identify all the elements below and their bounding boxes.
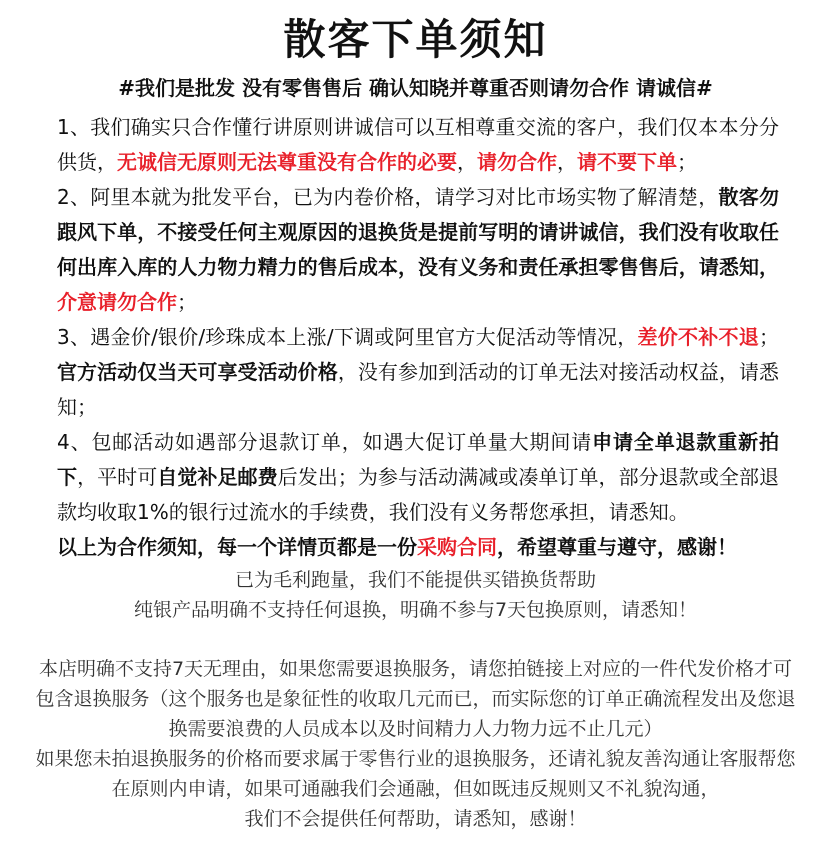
rule-4-bold-postage: 自觉补足邮费 bbox=[157, 465, 278, 489]
rules-section bbox=[57, 110, 779, 565]
rule-1-highlight-no-order: 请不要下单 bbox=[577, 150, 677, 174]
rule-3 bbox=[57, 320, 779, 425]
punct: ， bbox=[457, 150, 477, 174]
closing-line bbox=[57, 530, 779, 565]
policy-line-3: 我们不会提供任何帮助，请悉知，感谢！ bbox=[244, 808, 587, 830]
note-line-2: 纯银产品明确不支持任何退换，明确不参与7天包换原则，请悉知！ bbox=[133, 599, 698, 621]
rule-3-bold: 官方活动仅当天可享受活动价格 bbox=[57, 360, 338, 384]
note-line-1: 已为毛利跑量，我们不能提供买错换货帮助 bbox=[234, 569, 596, 591]
rule-3-text: 3、遇金价/银价/珍珠成本上涨/下调或阿里官方大促活动等情况， bbox=[57, 325, 638, 349]
rule-1-highlight-no-integrity: 无诚信无原则无法尊重没有合作的必要 bbox=[117, 150, 457, 174]
note-section bbox=[0, 565, 831, 625]
rule-1-text: 1、我们确实只合作懂行讲原则讲诚信可以互相尊重交流的客户，我们仅本本分分供货， bbox=[57, 115, 779, 174]
policy-section bbox=[30, 654, 801, 834]
rule-2-bold: 散客勿跟风下单，不接受任何主观原因的退换货是提前写明的请讲诚信，我们没有收取任何出库入库的人力物力精力的售后成本，没有义务和责任承担零售售后，请悉知， bbox=[57, 185, 779, 279]
rule-3-highlight: 差价不补不退 bbox=[637, 325, 759, 349]
rule-4-bold-refund: 申请全单退款重新拍下 bbox=[57, 430, 779, 489]
punct: ； bbox=[177, 290, 197, 314]
rule-4-text-end: 后发出；为参与活动满减或凑单订单，部分退款或全部退款均收取1%的银行过流水的手续费，我们没有义务帮您承担，请悉知。 bbox=[57, 465, 780, 524]
rule-4-text: 4、包邮活动如遇部分退款订单，如遇大促订单量大期间请 bbox=[57, 430, 593, 454]
rule-1-highlight-no-cooperation: 请勿合作 bbox=[477, 150, 557, 174]
punct: ； bbox=[677, 150, 697, 174]
punct: ； bbox=[759, 325, 779, 349]
policy-line-1: 本店明确不支持7天无理由，如果您需要退换服务，请您拍链接上对应的一件代发价格才可包含退换服务（这个服务也是象征性的收取几元而已，而实际您的订单正确流程发出及您退换需要浪费的人员成本以及时间精力人力物力远不止几元） bbox=[35, 658, 796, 740]
page-subtitle: #我们是批发 没有零售售后 确认知晓并尊重否则请勿合作 请诚信# bbox=[118, 76, 713, 100]
rule-4-text-mid: ，平时可 bbox=[77, 465, 158, 489]
rule-4 bbox=[57, 425, 779, 530]
policy-line-2: 如果您未拍退换服务的价格而要求属于零售行业的退换服务，还请礼貌友善沟通让客服帮您在原则内申请，如果可通融我们会通融，但如既违反规则又不礼貌沟通， bbox=[35, 748, 796, 800]
rule-2-text: 2、阿里本就为批发平台，已为内卷价格，请学习对比市场实物了解清楚， bbox=[57, 185, 719, 209]
rule-2-highlight: 介意请勿合作 bbox=[57, 290, 177, 314]
punct: ， bbox=[557, 150, 577, 174]
closing-text-end: ，希望尊重与遵守，感谢！ bbox=[497, 535, 737, 559]
rule-1 bbox=[57, 110, 779, 180]
page-title: 散客下单须知 bbox=[283, 15, 548, 64]
closing-text: 以上为合作须知，每一个详情页都是一份 bbox=[57, 535, 417, 559]
rule-2 bbox=[57, 180, 779, 320]
rule-3-text-end: ，没有参加到活动的订单无法对接活动权益，请悉知； bbox=[57, 360, 780, 419]
closing-highlight-contract: 采购合同 bbox=[417, 535, 497, 559]
